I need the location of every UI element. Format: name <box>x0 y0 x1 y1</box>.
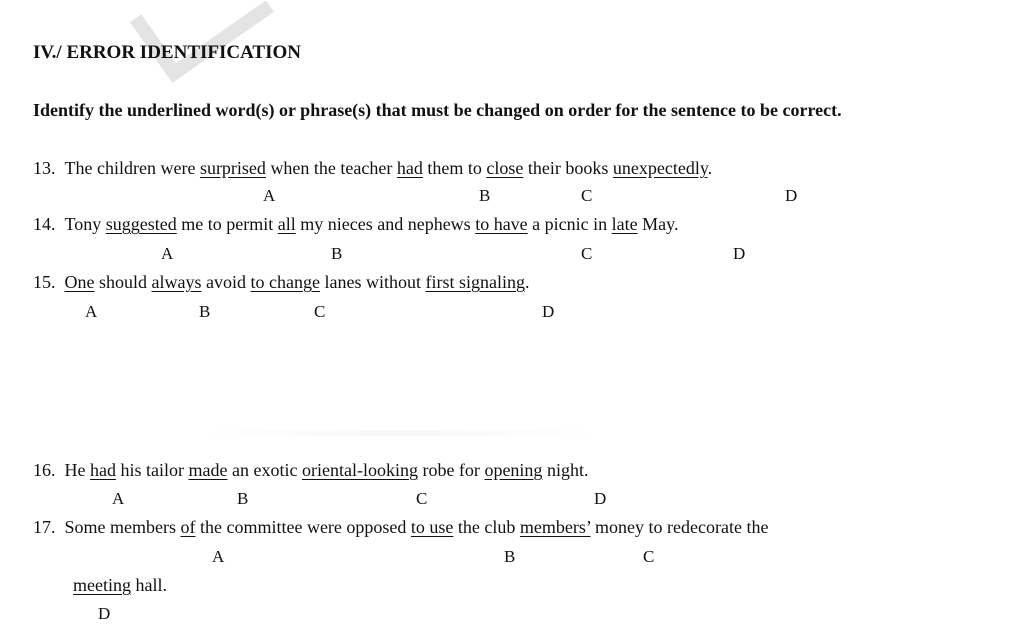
option-letter-b: B <box>237 489 249 508</box>
sentence-text: . <box>524 272 530 292</box>
sentence-text: me to permit <box>176 214 278 234</box>
question-number: 14. <box>33 214 56 234</box>
sentence-text: . <box>707 158 713 178</box>
underlined-option-a: surprised <box>199 158 266 178</box>
underlined-option-d: first signaling <box>425 272 525 292</box>
sentence-text: an exotic <box>227 460 302 480</box>
sentence-text: a picnic in <box>527 214 612 234</box>
sentence-text: the club <box>453 517 520 537</box>
underlined-option-b: had <box>396 158 423 178</box>
option-letter-d: D <box>542 302 555 321</box>
option-letter-c: C <box>314 302 326 321</box>
underlined-option-d: unexpectedly <box>612 158 708 178</box>
option-letter-b: B <box>504 547 516 566</box>
underlined-option-b: made <box>188 460 228 480</box>
sentence-text: money to redecorate the <box>590 517 769 537</box>
option-letter-a: A <box>112 489 125 508</box>
sentence-text: when the teacher <box>265 158 397 178</box>
option-letter-d: D <box>594 489 607 508</box>
question-15 <box>33 272 529 293</box>
sentence-text: them to <box>422 158 487 178</box>
underlined-option-c: to have <box>475 214 528 234</box>
question-number: 13. <box>33 158 56 178</box>
question-17-continuation <box>73 575 167 596</box>
underlined-option-c: members’ <box>519 517 591 537</box>
sentence-text: He <box>64 460 90 480</box>
option-letter-a: A <box>263 186 276 205</box>
sentence-text: should <box>94 272 152 292</box>
option-letter-c: C <box>416 489 428 508</box>
option-letter-c: C <box>581 186 593 205</box>
option-letter-c: C <box>643 547 655 566</box>
option-letter-a: A <box>161 244 174 263</box>
underlined-option-a: had <box>90 460 116 480</box>
sentence-text: Tony <box>64 214 106 234</box>
sentence-text: my nieces and nephews <box>295 214 476 234</box>
sentence-text: his tailor <box>116 460 189 480</box>
sentence-text: night. <box>542 460 589 480</box>
underlined-option-a: of <box>180 517 196 537</box>
option-letter-b: B <box>199 302 211 321</box>
question-13 <box>33 158 712 179</box>
sentence-text: The children were <box>64 158 200 178</box>
option-letter-b: B <box>479 186 491 205</box>
option-letter-d: D <box>98 604 111 623</box>
sentence-text: avoid <box>201 272 251 292</box>
question-number: 16. <box>33 460 56 480</box>
sentence-text: robe for <box>417 460 485 480</box>
option-letter-b: B <box>331 244 343 263</box>
underlined-option-b: all <box>277 214 296 234</box>
underlined-option-a: One <box>64 272 95 292</box>
sentence-text: Some members <box>64 517 181 537</box>
sentence-text: lanes without <box>319 272 426 292</box>
underlined-option-d: meeting <box>73 575 131 595</box>
instructions: Identify the underlined word(s) or phrase(s) that must be changed on order for the sentence to be correct. <box>33 100 842 120</box>
underlined-option-c: to change <box>250 272 320 292</box>
question-number: 15. <box>33 272 56 292</box>
option-letter-c: C <box>581 244 593 263</box>
option-letter-a: A <box>212 547 225 566</box>
option-letter-d: D <box>733 244 746 263</box>
underlined-option-d: opening <box>484 460 543 480</box>
underlined-option-d: late <box>611 214 638 234</box>
question-number: 17. <box>33 517 56 537</box>
underlined-option-c: close <box>486 158 524 178</box>
option-letter-d: D <box>785 186 798 205</box>
underlined-option-b: always <box>151 272 202 292</box>
sentence-text: the committee were opposed <box>195 517 411 537</box>
option-letter-a: A <box>85 302 98 321</box>
sentence-text: hall. <box>130 575 167 595</box>
sentence-text: May. <box>637 214 679 234</box>
question-14 <box>33 214 678 235</box>
sentence-text: their books <box>523 158 613 178</box>
section-title: IV./ ERROR IDENTIFICATION <box>33 42 301 63</box>
question-16 <box>33 460 588 481</box>
underlined-option-b: to use <box>410 517 454 537</box>
underlined-option-a: suggested <box>105 214 177 234</box>
underlined-option-c: oriental-looking <box>301 460 418 480</box>
question-17 <box>33 517 768 538</box>
scan-smudge <box>200 430 600 436</box>
